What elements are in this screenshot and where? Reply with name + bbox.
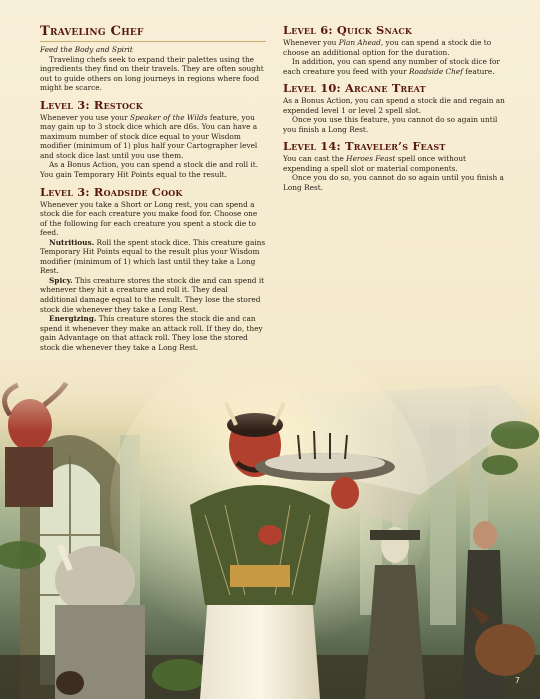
section-intro: Traveling chefs seek to expand their palettes using the ingredients they find on their travels. They are often sought out to guide others on long journeys in regions where food might be scarce. [40,54,264,93]
feature-title-roadside-cook: Level 3: Roadside Cook [40,184,183,199]
section-title: Traveling Chef [40,24,266,42]
feature-title-restock: Level 3: Restock [40,97,143,112]
option-spicy: Spicy. This creature stores the stock die and can spend it whenever they hit a creature and roll it. They deal additional damage equal to the result. They lose the stored stock die whenever they take a Long Rest. [40,275,265,314]
quick-snack-paragraph-1: Whenever you Plan Ahead, you can spend a stock die to choose an additional option for the duration. [283,38,492,57]
feature-title-travelers-feast: Level 14: Traveler’s Feast [283,139,446,154]
section-flavor: Feed the Body and Spirit [40,45,133,54]
feature-ref-roadside-chef: Roadside Chef [409,66,463,76]
chef-illustration [0,355,540,699]
quick-snack-paragraph-2: In addition, you can spend any number of stock dice for each creature you feed with your Roadside Chef feature. [283,57,500,76]
right-column [283,24,505,193]
arcane-treat-paragraph-1: As a Bonus Action, you can spend a stock die and regain an expended level 1 or level 2 spell slot. [283,96,505,115]
arcane-treat-paragraph-2: Once you use this feature, you cannot do so again until you finish a Long Rest. [283,115,498,134]
feature-title-arcane-treat: Level 10: Arcane Treat [283,81,426,96]
feature-title-quick-snack: Level 6: Quick Snack [283,23,413,37]
market-scene-art [0,355,540,699]
travelers-feast-paragraph-2: Once you do so, you cannot do so again until you finish a Long Rest. [283,173,504,193]
feature-ref-plan-ahead: Plan Ahead [338,38,381,47]
roadside-cook-paragraph-1: Whenever you take a Short or Long rest, you can spend a stock die for each creature you make food for. Choose one of the following for each creature you spent a stock die to feed. [40,199,258,238]
left-column [40,24,266,352]
feature-ref-speaker-of-the-wilds: Speaker of the Wilds [130,112,208,122]
restock-paragraph-2: As a Bonus Action, you can spend a stock die and roll it. You gain Temporary Hit Points equal to the result. [40,160,259,180]
option-nutritious: Nutritious. Roll the spent stock dice. This creature gains Temporary Hit Points equal to the result plus your Wisdom modifier (minimum of 1) which last until they take a Long Rest. [40,237,266,276]
restock-paragraph-1: Whenever you use your Speaker of the Wilds feature, you may gain up to 3 stock dice which are d6s. You can have a maximum number of stock dice equal to your Wisdom modifier (minimum of 1) plus half your Cartographer level and stock dice last until you use them. [40,112,258,160]
travelers-feast-paragraph-1: You can cast the Heroes Feast spell once without expending a spell slot or material components. [283,154,466,173]
option-energizing: Energizing. This creature stores the stock die and can spend it whenever they make an attack roll. If they do, they gain Advantage on that attack roll. They lose the stored stock die whenever they take a Long Rest. [40,314,263,352]
page-number: 7 [514,676,520,685]
spell-ref-heroes-feast: Heroes Feast [346,154,396,164]
